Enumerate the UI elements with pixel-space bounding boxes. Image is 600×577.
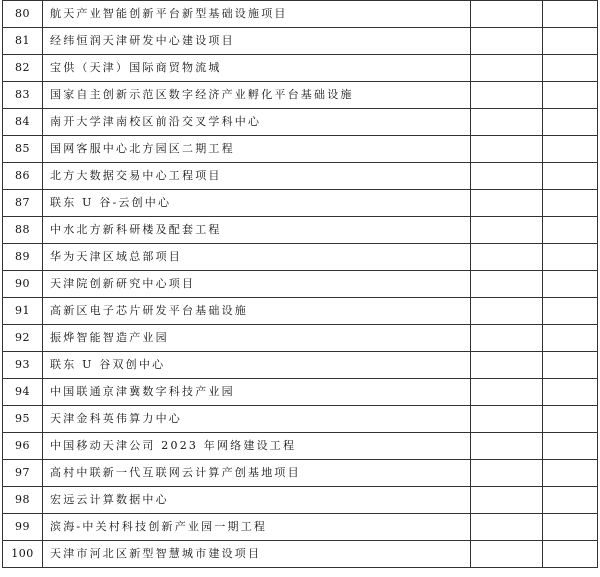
empty-cell <box>543 190 598 217</box>
table-row <box>3 433 598 460</box>
empty-cell <box>543 541 598 568</box>
row-number-cell: 91 <box>3 298 43 325</box>
row-number-cell: 93 <box>3 352 43 379</box>
project-name-cell: 高新区电子芯片研发平台基础设施 <box>43 298 471 325</box>
table-row <box>3 217 598 244</box>
project-name-cell: 经纬恒润天津研发中心建设项目 <box>43 28 471 55</box>
empty-cell <box>471 1 543 28</box>
empty-cell <box>543 406 598 433</box>
project-name-cell: 联东 U 谷双创中心 <box>43 352 471 379</box>
empty-cell <box>543 352 598 379</box>
empty-cell <box>543 217 598 244</box>
empty-cell <box>471 55 543 82</box>
empty-cell <box>543 244 598 271</box>
empty-cell <box>471 487 543 514</box>
empty-cell <box>471 514 543 541</box>
empty-cell <box>543 514 598 541</box>
project-name-cell: 天津市河北区新型智慧城市建设项目 <box>43 541 471 568</box>
empty-cell <box>471 379 543 406</box>
empty-cell <box>471 109 543 136</box>
project-name-cell: 天津院创新研究中心项目 <box>43 271 471 298</box>
empty-cell <box>471 82 543 109</box>
table-row <box>3 406 598 433</box>
project-name-cell: 国家自主创新示范区数字经济产业孵化平台基础设施 <box>43 82 471 109</box>
empty-cell <box>543 1 598 28</box>
table-row <box>3 325 598 352</box>
project-name-cell: 航天产业智能创新平台新型基础设施项目 <box>43 1 471 28</box>
row-number-cell: 95 <box>3 406 43 433</box>
project-name-cell: 高村中联新一代互联网云计算产创基地项目 <box>43 460 471 487</box>
empty-cell <box>471 433 543 460</box>
row-number-cell: 99 <box>3 514 43 541</box>
project-name-cell: 中国联通京津冀数字科技产业园 <box>43 379 471 406</box>
project-table <box>2 0 598 568</box>
project-name-cell: 振烨智能智造产业园 <box>43 325 471 352</box>
table-row <box>3 244 598 271</box>
empty-cell <box>471 325 543 352</box>
row-number-cell: 80 <box>3 1 43 28</box>
project-name-cell: 南开大学津南校区前沿交叉学科中心 <box>43 109 471 136</box>
empty-cell <box>543 325 598 352</box>
row-number-cell: 94 <box>3 379 43 406</box>
row-number-cell: 98 <box>3 487 43 514</box>
table-row <box>3 28 598 55</box>
row-number-cell: 89 <box>3 244 43 271</box>
table-row <box>3 82 598 109</box>
project-table-body <box>3 1 598 568</box>
table-row <box>3 109 598 136</box>
project-name-cell: 天津金科英伟算力中心 <box>43 406 471 433</box>
row-number-cell: 90 <box>3 271 43 298</box>
row-number-cell: 97 <box>3 460 43 487</box>
empty-cell <box>471 406 543 433</box>
table-row <box>3 190 598 217</box>
empty-cell <box>543 298 598 325</box>
row-number-cell: 96 <box>3 433 43 460</box>
table-row <box>3 514 598 541</box>
empty-cell <box>471 217 543 244</box>
row-number-cell: 84 <box>3 109 43 136</box>
project-name-cell: 宝供（天津）国际商贸物流城 <box>43 55 471 82</box>
empty-cell <box>543 28 598 55</box>
table-row <box>3 271 598 298</box>
empty-cell <box>471 244 543 271</box>
empty-cell <box>543 82 598 109</box>
empty-cell <box>543 433 598 460</box>
table-row <box>3 298 598 325</box>
project-name-cell: 中水北方新科研楼及配套工程 <box>43 217 471 244</box>
table-row <box>3 379 598 406</box>
empty-cell <box>471 163 543 190</box>
row-number-cell: 88 <box>3 217 43 244</box>
empty-cell <box>543 487 598 514</box>
empty-cell <box>543 271 598 298</box>
table-row <box>3 460 598 487</box>
table-row <box>3 541 598 568</box>
table-row <box>3 1 598 28</box>
project-name-cell: 滨海-中关村科技创新产业园一期工程 <box>43 514 471 541</box>
project-name-cell: 中国移动天津公司 2023 年网络建设工程 <box>43 433 471 460</box>
empty-cell <box>543 109 598 136</box>
table-row <box>3 136 598 163</box>
empty-cell <box>543 163 598 190</box>
row-number-cell: 85 <box>3 136 43 163</box>
table-row <box>3 487 598 514</box>
empty-cell <box>471 460 543 487</box>
project-name-cell: 宏远云计算数据中心 <box>43 487 471 514</box>
empty-cell <box>543 460 598 487</box>
table-row <box>3 55 598 82</box>
row-number-cell: 92 <box>3 325 43 352</box>
empty-cell <box>471 190 543 217</box>
empty-cell <box>543 55 598 82</box>
project-name-cell: 国网客服中心北方园区二期工程 <box>43 136 471 163</box>
row-number-cell: 100 <box>3 541 43 568</box>
table-row <box>3 352 598 379</box>
project-name-cell: 联东 U 谷-云创中心 <box>43 190 471 217</box>
empty-cell <box>471 136 543 163</box>
row-number-cell: 87 <box>3 190 43 217</box>
empty-cell <box>471 541 543 568</box>
empty-cell <box>471 271 543 298</box>
empty-cell <box>543 136 598 163</box>
empty-cell <box>471 298 543 325</box>
empty-cell <box>471 28 543 55</box>
project-name-cell: 北方大数据交易中心工程项目 <box>43 163 471 190</box>
row-number-cell: 86 <box>3 163 43 190</box>
row-number-cell: 82 <box>3 55 43 82</box>
empty-cell <box>471 352 543 379</box>
empty-cell <box>543 379 598 406</box>
row-number-cell: 83 <box>3 82 43 109</box>
table-row <box>3 163 598 190</box>
row-number-cell: 81 <box>3 28 43 55</box>
project-name-cell: 华为天津区域总部项目 <box>43 244 471 271</box>
